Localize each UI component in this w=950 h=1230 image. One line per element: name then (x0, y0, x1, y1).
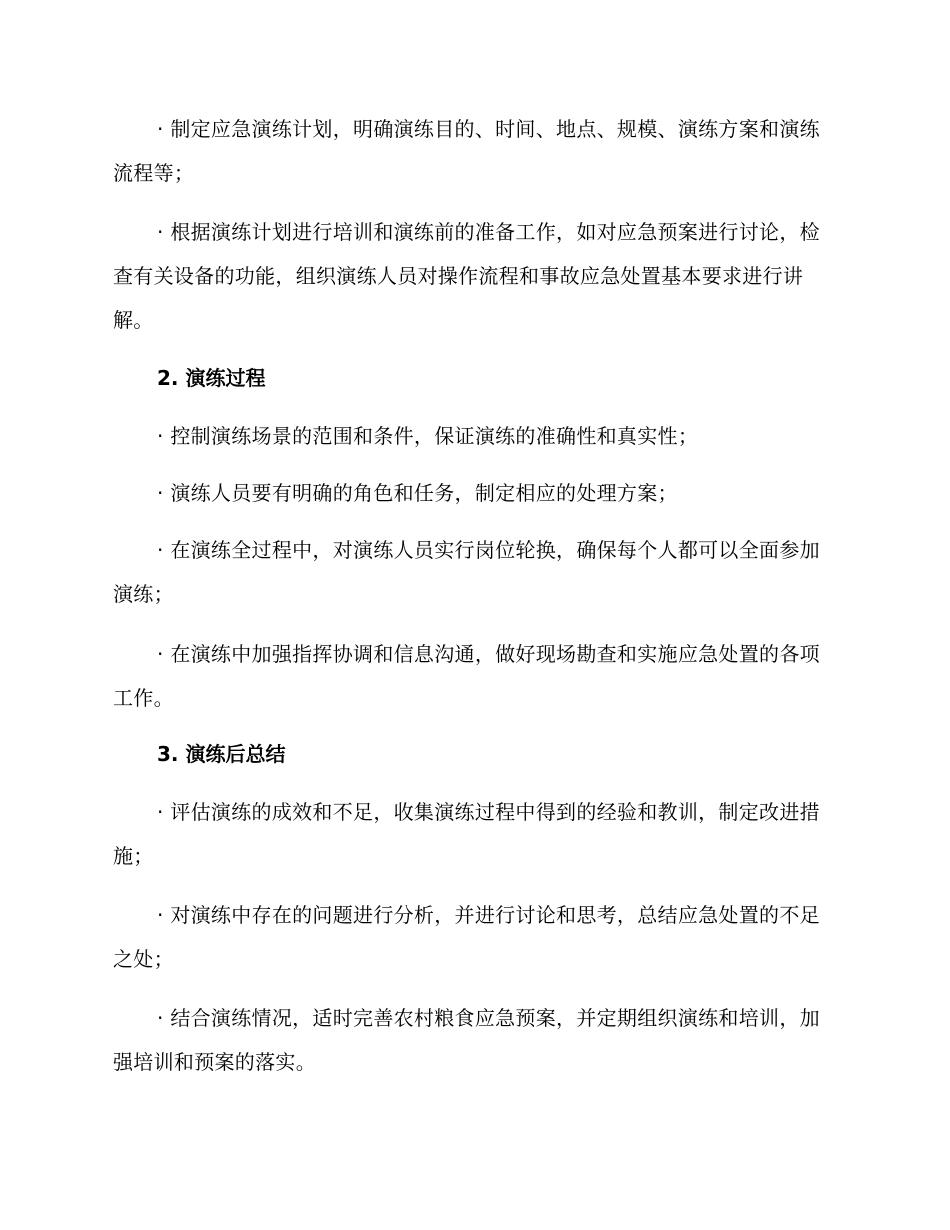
heading-drill-process: 2. 演练过程 (157, 366, 266, 390)
heading-post-drill-summary: 3. 演练后总结 (157, 742, 286, 766)
paragraph-roles-tasks: · 演练人员要有明确的角色和任务，制定相应的处理方案； (157, 481, 678, 505)
paragraph-evaluate-results: · 评估演练的成效和不足，收集演练过程中得到的经验和教训，制定改进措施； (113, 800, 820, 868)
paragraph-improve-plan: · 结合演练情况，适时完善农村粮食应急预案，并定期组织演练和培训，加强培训和预案的落实。 (113, 1006, 820, 1074)
paragraph-job-rotation: · 在演练全过程中，对演练人员实行岗位轮换，确保每个人都可以全面参加演练； (113, 538, 820, 606)
paragraph-scene-control: · 控制演练场景的范围和条件，保证演练的准确性和真实性； (157, 424, 699, 448)
paragraph-command-coordination: · 在演练中加强指挥协调和信息沟通，做好现场勘查和实施应急处置的各项工作。 (113, 642, 820, 710)
paragraph-drill-plan: · 制定应急演练计划，明确演练目的、时间、地点、规模、演练方案和演练流程等； (113, 117, 820, 185)
paragraph-drill-preparation: · 根据演练计划进行培训和演练前的准备工作，如对应急预案进行讨论，检查有关设备的功能，组织演练人员对操作流程和事故应急处置基本要求进行讲解。 (113, 220, 820, 332)
paragraph-problem-analysis: · 对演练中存在的问题进行分析，并进行讨论和思考，总结应急处置的不足之处； (113, 903, 820, 971)
